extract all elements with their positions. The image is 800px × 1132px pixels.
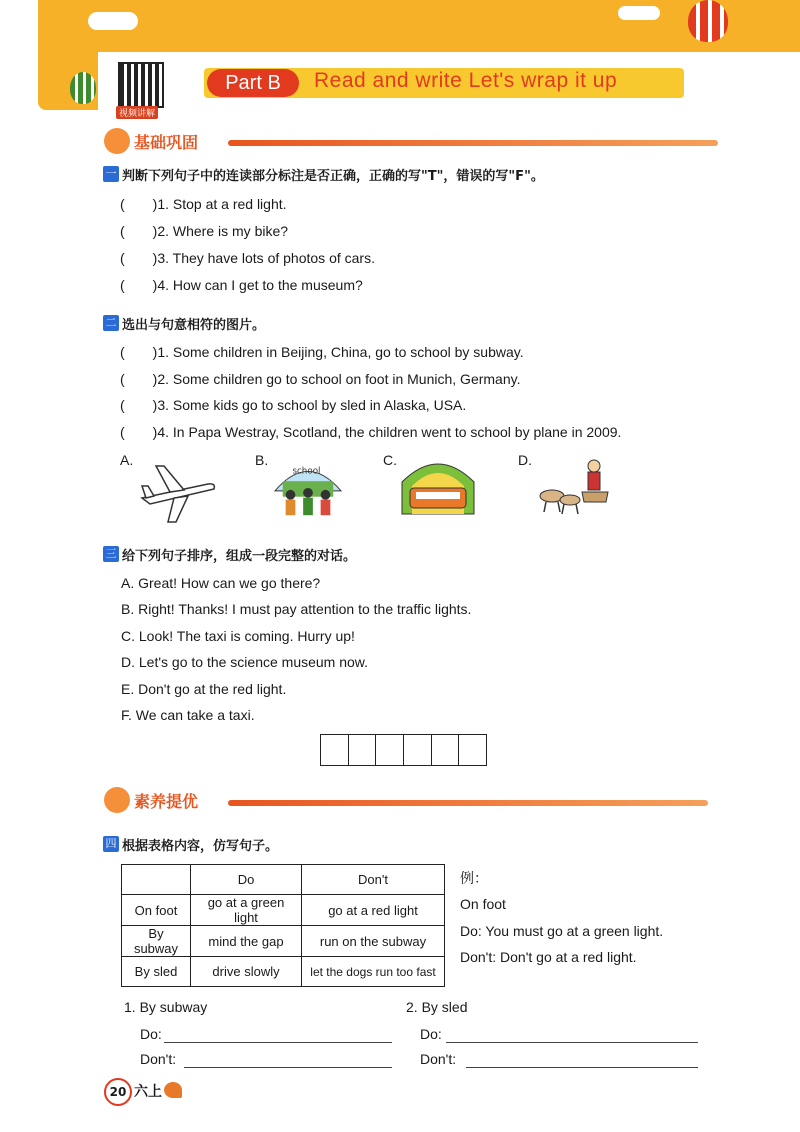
answer-box[interactable]	[349, 735, 377, 765]
option-a-label: A.	[120, 452, 134, 468]
answer-box[interactable]	[376, 735, 404, 765]
task-2-do-input[interactable]	[446, 1028, 698, 1043]
q3-instruction: 给下列句子排序，组成一段完整的对话。	[122, 549, 357, 564]
airplane-icon	[138, 458, 218, 528]
green-balloon-icon	[70, 72, 96, 104]
notebook-icon	[104, 128, 130, 154]
section-divider	[228, 140, 718, 146]
table-cell: go at a red light	[302, 895, 445, 926]
subway-train-icon	[398, 452, 478, 522]
example-dont: Don't: Don't go at a red light.	[460, 949, 637, 965]
q3-item-b: B. Right! Thanks! I must pay attention to the traffic lights.	[121, 601, 472, 617]
table-header-cell: Do	[191, 865, 302, 895]
order-answer-boxes[interactable]	[320, 734, 487, 766]
bird-icon	[164, 1082, 182, 1098]
q2-item-1: ( )1. Some children in Beijing, China, go to school by subway.	[120, 344, 524, 360]
table-header-cell	[122, 865, 191, 895]
answer-box[interactable]	[404, 735, 432, 765]
question-number-2: 二	[103, 315, 119, 331]
q1-item-2: ( )2. Where is my bike?	[120, 223, 289, 239]
page-title: Read and write Let's wrap it up	[314, 69, 618, 92]
q1-item-4: ( )4. How can I get to the museum?	[120, 277, 363, 293]
q1-item-1: ( )1. Stop at a red light.	[120, 196, 287, 212]
table-cell: let the dogs run too fast	[302, 957, 445, 987]
table-cell: On foot	[122, 895, 191, 926]
task-2-title: 2. By sled	[406, 999, 468, 1015]
option-d-label: D.	[518, 452, 532, 468]
table-cell: By sled	[122, 957, 191, 987]
example-label: 例：	[460, 870, 488, 886]
answer-box[interactable]	[432, 735, 460, 765]
q2-item-4: ( )4. In Papa Westray, Scotland, the children went to school by plane in 2009.	[120, 424, 622, 440]
part-label: Part B	[207, 69, 299, 97]
rules-table	[121, 864, 445, 987]
task-1-title: 1. By subway	[124, 999, 208, 1015]
q2-item-2: ( )2. Some children go to school on foot in Munich, Germany.	[120, 371, 521, 387]
q3-item-e: E. Don't go at the red light.	[121, 681, 287, 697]
table-cell: mind the gap	[191, 926, 302, 957]
example-mode: On foot	[460, 896, 506, 912]
hot-air-balloon-icon	[688, 0, 728, 42]
task-1-dont-label: Don't:	[140, 1051, 177, 1067]
task-2-dont-input[interactable]	[466, 1053, 698, 1068]
task-2-dont-label: Don't:	[420, 1051, 457, 1067]
question-number-1: 一	[103, 166, 119, 182]
table-header-cell: Don't	[302, 865, 445, 895]
q3-item-d: D. Let's go to the science museum now.	[121, 654, 369, 670]
q3-item-a: A. Great! How can we go there?	[121, 575, 321, 591]
q1-item-3: ( )3. They have lots of photos of cars.	[120, 250, 375, 266]
page-number: 20	[104, 1078, 132, 1106]
dog-sled-icon	[532, 452, 612, 522]
cloud-icon	[88, 12, 138, 30]
question-number-4: 四	[103, 836, 119, 852]
qr-caption: 视频讲解	[116, 106, 158, 119]
question-number-3: 三	[103, 546, 119, 562]
q3-item-c: C. Look! The taxi is coming. Hurry up!	[121, 628, 355, 644]
answer-box[interactable]	[321, 735, 349, 765]
q2-instruction: 选出与句意相符的图片。	[122, 318, 266, 333]
grade-label: 六上	[134, 1084, 162, 1100]
task-2-do-label: Do:	[420, 1026, 442, 1042]
rocket-icon	[104, 787, 130, 813]
table-cell: run on the subway	[302, 926, 445, 957]
table-cell: go at a green light	[191, 895, 302, 926]
task-1-dont-input[interactable]	[184, 1053, 392, 1068]
school-sign: school	[292, 466, 321, 477]
top-banner	[38, 0, 800, 52]
q4-instruction: 根据表格内容，仿写句子。	[122, 839, 279, 854]
table-cell: drive slowly	[191, 957, 302, 987]
option-b-label: B.	[255, 452, 269, 468]
section-title-advanced: 素养提优	[134, 792, 199, 811]
example-do: Do: You must go at a green light.	[460, 923, 664, 939]
section-title-basic: 基础巩固	[134, 133, 199, 152]
qr-code[interactable]	[118, 62, 164, 108]
q3-item-f: F. We can take a taxi.	[121, 707, 255, 723]
cloud-icon	[618, 6, 660, 20]
answer-box[interactable]	[459, 735, 486, 765]
q2-item-3: ( )3. Some kids go to school by sled in Alaska, USA.	[120, 397, 467, 413]
option-c-label: C.	[383, 452, 397, 468]
table-cell: By subway	[122, 926, 191, 957]
task-1-do-label: Do:	[140, 1026, 162, 1042]
children-walking-icon	[268, 452, 348, 522]
task-1-do-input[interactable]	[164, 1028, 392, 1043]
q1-instruction: 判断下列句子中的连读部分标注是否正确，正确的写"T"，错误的写"F"。	[122, 169, 544, 184]
section-divider	[228, 800, 708, 806]
